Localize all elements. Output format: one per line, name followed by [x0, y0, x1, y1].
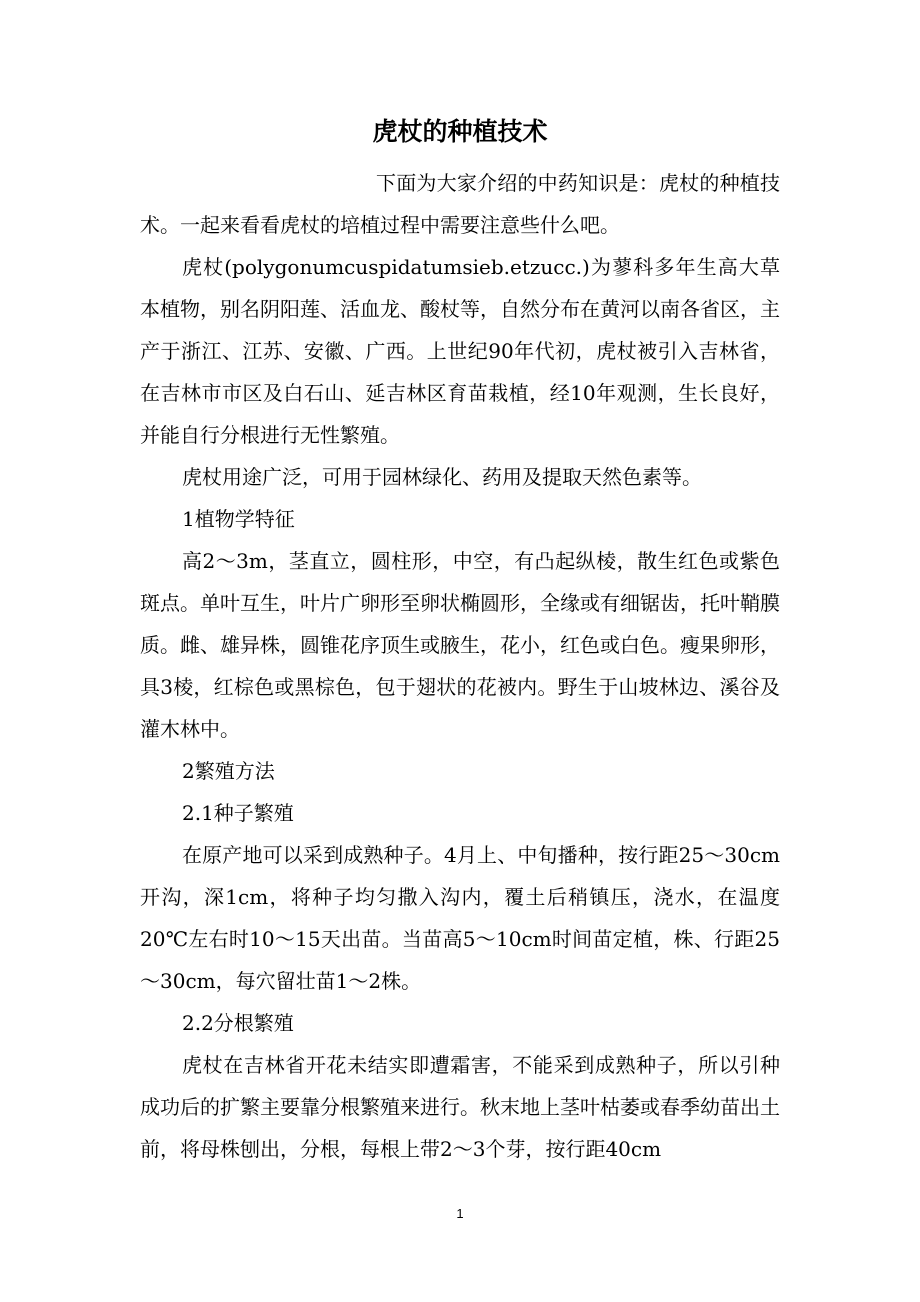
- subsection-heading: 2.1种子繁殖: [182, 801, 294, 825]
- page-number: 1: [456, 1206, 464, 1221]
- paragraph: 在原产地可以采到成熟种子。4月上、中旬播种，按行距25～30cm开沟，深1cm，将种子均匀撒入沟内，覆土后稍镇压，浇水，在温度20℃左右时10～15天出苗。当苗高5～10cm时间苗定植，株、行距25～30cm，每穴留壮苗1～2株。: [140, 843, 780, 993]
- paragraph: 高2～3m，茎直立，圆柱形，中空，有凸起纵棱，散生红色或紫色斑点。单叶互生，叶片广卵形至卵状椭圆形，全缘或有细锯齿，托叶鞘膜质。雌、雄异株，圆锥花序顶生或腋生，花小，红色或白色。瘦果卵形，具3棱，红棕色或黑棕色，包于翅状的花被内。野生于山坡林边、溪谷及灌木林中。: [140, 549, 780, 741]
- subsection-heading: 2.2分根繁殖: [182, 1011, 294, 1035]
- paragraph: 虎杖在吉林省开花未结实即遭霜害，不能采到成熟种子，所以引种成功后的扩繁主要靠分根繁殖来进行。秋末地上茎叶枯萎或春季幼苗出土前，将母株刨出，分根，每根上带2～3个芽，按行距40cm: [140, 1053, 780, 1161]
- document-title: 虎杖的种植技术: [372, 117, 548, 146]
- paragraph: 虎杖用途广泛，可用于园林绿化、药用及提取天然色素等。: [182, 465, 702, 489]
- section-heading: 2繁殖方法: [182, 759, 275, 783]
- paragraph: 虎杖(polygonumcuspidatumsieb.etzucc.)为蓼科多年生高大草本植物，别名阴阳莲、活血龙、酸杖等，自然分布在黄河以南各省区，主产于浙江、江苏、安徽、广西。上世纪90年代初，虎杖被引入吉林省，在吉林市市区及白石山、延吉林区育苗栽植，经10年观测，生长良好，并能自行分根进行无性繁殖。: [140, 255, 780, 447]
- intro-paragraph: 下面为大家介绍的中药知识是：虎杖的种植技术。一起来看看虎杖的培植过程中需要注意些什么吧。: [140, 171, 780, 237]
- section-heading: 1植物学特征: [182, 507, 295, 531]
- document-body: [140, 162, 780, 1170]
